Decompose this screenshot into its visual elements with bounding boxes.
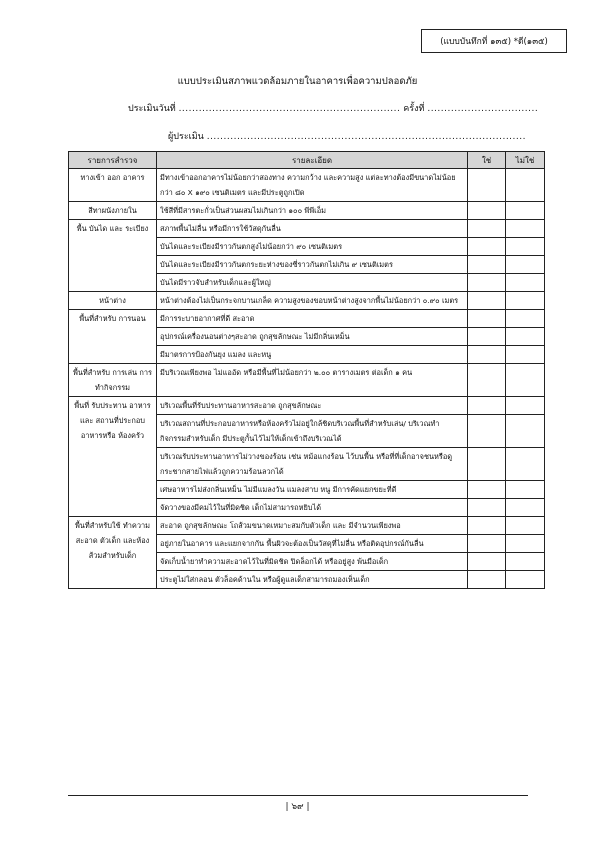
header-yes: ใช่ [468,152,506,169]
survey-item: พื้นที่สำหรับ การเล่น การทำกิจกรรม [69,364,157,397]
no-checkbox-cell[interactable] [506,571,545,589]
no-checkbox-cell[interactable] [506,499,545,517]
yes-checkbox-cell[interactable] [468,220,506,238]
yes-checkbox-cell[interactable] [468,517,506,535]
no-checkbox-cell[interactable] [506,415,545,448]
detail-text: ใช้สีที่มีสารตะกั่วเป็นส่วนผสมไม่เกินกว่า ๑๐๐ พีพีเอ็ม [157,202,468,220]
document-title: แบบประเมินสภาพแวดล้อมภายในอาคารเพื่อความปลอดภัย [177,76,418,87]
detail-text: มีบริเวณเพียงพอ ไม่แออัด หรือมีพื้นที่ไม่น้อยกว่า ๒.๐๐ ตารางเมตร ต่อเด็ก ๑ คน [157,364,468,397]
survey-item: พื้นที่ รับประทาน อาหาร และ สถานที่ประกอบ อาหารหรือ ห้องครัว [69,397,157,517]
assessor-label: ผู้ประเมิน [168,132,204,142]
detail-text: จัดเก็บน้ำยาทำความสะอาดไว้ในที่มิดชิด ปิดล็อกได้ หรืออยู่สูง พ้นมือเด็ก [157,553,468,571]
page-number: | ๖๙ | [285,802,310,812]
no-checkbox-cell[interactable] [506,310,545,328]
no-checkbox-cell[interactable] [506,397,545,415]
yes-checkbox-cell[interactable] [468,328,506,346]
table-row [69,397,545,415]
table-row [69,220,545,238]
assessment-table [68,151,545,589]
table-row [69,364,545,397]
no-checkbox-cell[interactable] [506,274,545,292]
detail-text: มีทางเข้าออกอาคารไม่น้อยกว่าสองทาง ความกว้าง และความสูง แต่ละทางต้องมีขนาดไม่น้อยกว่า ๘๐ X ๑๙๐ เซนติเมตร และมีประตูถูกเปิด [157,169,468,202]
yes-checkbox-cell[interactable] [468,571,506,589]
detail-text: มีการระบายอากาศที่ดี สะอาด [157,310,468,328]
detail-text: มีมาตรการป้องกันยุง แมลง และหนู [157,346,468,364]
no-checkbox-cell[interactable] [506,517,545,535]
detail-text: อยู่ภายในอาคาร และแยกจากกัน พื้นผิวจะต้องเป็นวัสดุที่ไม่ลื่น หรือติดอุปกรณ์กันลื่น [157,535,468,553]
yes-checkbox-cell[interactable] [468,553,506,571]
detail-text: บริเวณพื้นที่รับประทานอาหารสะอาด ถูกสุขลักษณะ [157,397,468,415]
no-checkbox-cell[interactable] [506,535,545,553]
header-item: รายการสำรวจ [69,152,157,169]
detail-text: สภาพพื้นไม่ลื่น หรือมีการใช้วัสดุกันลื่น [157,220,468,238]
no-checkbox-cell[interactable] [506,238,545,256]
assessor-field[interactable]: ............................................................................................... [206,132,526,142]
detail-text: บริเวณสถานที่ประกอบอาหารหรือห้องครัวไม่อยู่ใกล้ชิดบริเวณพื้นที่สำหรับเล่น/ บริเวณทำกิจกรรมสำหรับเด็ก มีประตูกั้นไว้ไม่ให้เด็กเข้าถึงบริเวณได้ [157,415,468,448]
detail-text: เศษอาหารไม่ส่งกลิ่นเหม็น ไม่มีแมลงวัน แมลงสาบ หนู มีการคัดแยกขยะที่ดี [157,481,468,499]
footer-rule [68,795,528,796]
detail-text: บันไดและระเบียงมีราวกันตกระยะห่างของซี่ราวกันตกไม่เกิน ๙ เซนติเมตร [157,256,468,274]
no-checkbox-cell[interactable] [506,448,545,481]
table-header-row [69,152,545,169]
no-checkbox-cell[interactable] [506,169,545,202]
survey-item: พื้นที่สำหรับ การนอน [69,310,157,364]
assess-date-line [128,101,538,115]
detail-text: อุปกรณ์เครื่องนอนต่างๆสะอาด ถูกสุขลักษณะ ไม่มีกลิ่นเหม็น [157,328,468,346]
yes-checkbox-cell[interactable] [468,169,506,202]
yes-checkbox-cell[interactable] [468,256,506,274]
yes-checkbox-cell[interactable] [468,535,506,553]
yes-checkbox-cell[interactable] [468,364,506,397]
round-field[interactable]: ................................. [427,104,539,114]
survey-item: พื้นที่สำหรับใช้ ทำความสะอาด ตัวเด็ก และห้อง ส้วมสำหรับเด็ก [69,517,157,589]
detail-text: ประตูไม่ใส่กลอน ตัวล็อคด้านใน หรือผู้ดูแลเด็กสามารถมองเห็นเด็ก [157,571,468,589]
table-row [69,517,545,535]
survey-item: พื้น บันได และ ระเบียง [69,220,157,292]
yes-checkbox-cell[interactable] [468,274,506,292]
table-row [69,310,545,328]
assess-date-field[interactable]: .................................................................. [178,104,401,114]
detail-text: จัดวางของมีคมไว้ในที่มิดชิด เด็กไม่สามารถหยิบได้ [157,499,468,517]
form-code-box: (แบบบันทึกที่ ๑๓๕) *ดี(๑๓๕) [421,29,567,53]
detail-text: บันไดมีราวจับสำหรับเด็กและผู้ใหญ่ [157,274,468,292]
yes-checkbox-cell[interactable] [468,481,506,499]
header-no: ไม่ใช่ [506,152,545,169]
detail-text: สะอาด ถูกสุขลักษณะ โถส้วมขนาดเหมาะสมกับตัวเด็ก และ มีจำนวนเพียงพอ [157,517,468,535]
no-checkbox-cell[interactable] [506,202,545,220]
yes-checkbox-cell[interactable] [468,292,506,310]
yes-checkbox-cell[interactable] [468,346,506,364]
header-detail: รายละเอียด [157,152,468,169]
yes-checkbox-cell[interactable] [468,499,506,517]
yes-checkbox-cell[interactable] [468,310,506,328]
assess-date-label: ประเมินวันที่ [128,104,176,114]
no-checkbox-cell[interactable] [506,346,545,364]
no-checkbox-cell[interactable] [506,553,545,571]
no-checkbox-cell[interactable] [506,364,545,397]
table-row [69,202,545,220]
detail-text: บันไดและระเบียงมีราวกันตกสูงไม่น้อยกว่า ๙๐ เซนติเมตร [157,238,468,256]
yes-checkbox-cell[interactable] [468,448,506,481]
table-row [69,292,545,310]
no-checkbox-cell[interactable] [506,256,545,274]
survey-item: หน้าต่าง [69,292,157,310]
table-row [69,169,545,202]
detail-text: บริเวณรับประทานอาหารไม่วางของร้อน เช่น หม้อแกงร้อน ไว้บนพื้น หรือที่ที่เด็กอาจชนหรือดูกระชากสายไฟแล้วถูกความร้อนลวกได้ [157,448,468,481]
detail-text: หน้าต่างต้องไม่เป็นกระจกบานเกล็ด ความสูงของขอบหน้าต่างสูงจากพื้นไม่น้อยกว่า ๐.๙๐ เมตร [157,292,468,310]
no-checkbox-cell[interactable] [506,481,545,499]
yes-checkbox-cell[interactable] [468,238,506,256]
assessor-line [168,129,526,143]
yes-checkbox-cell[interactable] [468,415,506,448]
survey-item: ทางเข้า ออก อาคาร [69,169,157,202]
no-checkbox-cell[interactable] [506,328,545,346]
yes-checkbox-cell[interactable] [468,202,506,220]
yes-checkbox-cell[interactable] [468,397,506,415]
round-label: ครั้งที่ [403,104,425,114]
survey-item: สีทาผนังภายใน [69,202,157,220]
table-body [69,169,545,589]
no-checkbox-cell[interactable] [506,220,545,238]
no-checkbox-cell[interactable] [506,292,545,310]
